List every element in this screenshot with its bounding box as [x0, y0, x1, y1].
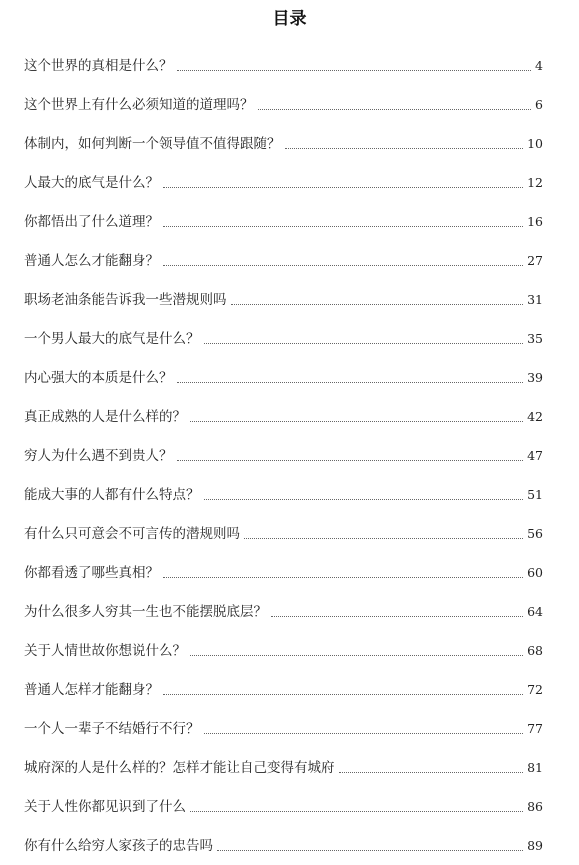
toc-entry-title: 内心强大的本质是什么？ [24, 370, 173, 386]
toc-entry[interactable] [24, 83, 543, 122]
page-title: 目录 [272, 9, 307, 29]
toc-entry-title: 这个世界上有什么必须知道的道理吗？ [24, 97, 254, 113]
toc-entry[interactable] [24, 746, 543, 785]
dot-leader [190, 421, 523, 422]
toc-entry[interactable] [24, 629, 543, 668]
toc-entry-page-number: 72 [527, 682, 543, 697]
toc-entry-page-number: 64 [527, 604, 543, 619]
toc-entry-page-number: 12 [527, 175, 543, 190]
toc-entry-page-number: 56 [527, 526, 543, 541]
toc-entry[interactable] [24, 590, 543, 629]
toc-entry-title: 普通人怎样才能翻身？ [24, 682, 159, 698]
toc-entry-page-number: 68 [527, 643, 543, 658]
toc-entry-title: 一个男人最大的底气是什么？ [24, 331, 200, 347]
toc-entry[interactable] [24, 200, 543, 239]
toc-entry-page-number: 4 [535, 58, 543, 73]
toc-entry-page-number: 31 [527, 292, 543, 307]
toc-entry[interactable] [24, 44, 543, 83]
toc-entry-page-number: 81 [527, 760, 543, 775]
toc-entry[interactable] [24, 473, 543, 512]
toc-entry[interactable] [24, 785, 543, 824]
toc-entry-title: 你都悟出了什么道理？ [24, 214, 159, 230]
toc-entry-title: 穷人为什么遇不到贵人？ [24, 448, 173, 464]
toc-entry[interactable] [24, 512, 543, 551]
toc-entry[interactable] [24, 824, 543, 863]
toc-entry-title: 有什么只可意会不可言传的潜规则吗 [24, 526, 240, 542]
dot-leader [285, 148, 524, 149]
toc-entry-title: 城府深的人是什么样的？怎样才能让自己变得有城府 [24, 760, 335, 776]
dot-leader [217, 850, 523, 851]
dot-leader [163, 577, 523, 578]
toc-entry-title: 这个世界的真相是什么？ [24, 58, 173, 74]
toc-entry-title: 人最大的底气是什么？ [24, 175, 159, 191]
toc-entry-page-number: 42 [527, 409, 543, 424]
toc-entry[interactable] [24, 122, 543, 161]
toc-entry-title: 为什么很多人穷其一生也不能摆脱底层？ [24, 604, 267, 620]
dot-leader [163, 187, 523, 188]
toc-entry[interactable] [24, 239, 543, 278]
dot-leader [163, 226, 523, 227]
toc-entry-title: 职场老油条能告诉我一些潜规则吗 [24, 292, 227, 308]
toc-entry-page-number: 89 [527, 838, 543, 853]
dot-leader [231, 304, 524, 305]
dot-leader [244, 538, 523, 539]
dot-leader [177, 70, 532, 71]
dot-leader [271, 616, 523, 617]
toc-entry-title: 关于人情世故你想说什么？ [24, 643, 186, 659]
toc-entry-page-number: 6 [535, 97, 543, 112]
dot-leader [163, 265, 523, 266]
toc-entry-page-number: 51 [527, 487, 543, 502]
toc-entry-title: 你都看透了哪些真相？ [24, 565, 159, 581]
toc-entry[interactable] [24, 161, 543, 200]
toc-entry-page-number: 39 [527, 370, 543, 385]
toc-entry-page-number: 77 [527, 721, 543, 736]
toc-entry[interactable] [24, 395, 543, 434]
dot-leader [204, 499, 524, 500]
toc-entry-title: 普通人怎么才能翻身？ [24, 253, 159, 269]
toc-entry-page-number: 60 [527, 565, 543, 580]
toc-entry-page-number: 10 [527, 136, 543, 151]
toc-entry-page-number: 16 [527, 214, 543, 229]
toc-entry-title: 能成大事的人都有什么特点？ [24, 487, 200, 503]
dot-leader [190, 811, 523, 812]
toc-entry-title: 真正成熟的人是什么样的？ [24, 409, 186, 425]
toc-entry-title: 一个人一辈子不结婚行不行？ [24, 721, 200, 737]
dot-leader [204, 733, 524, 734]
toc-entry-title: 你有什么给穷人家孩子的忠告吗 [24, 838, 213, 854]
toc-entry-title: 关于人性你都见识到了什么 [24, 799, 186, 815]
toc-entry[interactable] [24, 551, 543, 590]
toc-entry-page-number: 35 [527, 331, 543, 346]
toc-list [24, 44, 543, 863]
toc-entry-page-number: 27 [527, 253, 543, 268]
toc-entry[interactable] [24, 707, 543, 746]
dot-leader [177, 382, 524, 383]
toc-entry[interactable] [24, 668, 543, 707]
toc-entry-page-number: 47 [527, 448, 543, 463]
toc-entry-page-number: 86 [527, 799, 543, 814]
toc-entry[interactable] [24, 356, 543, 395]
toc-entry[interactable] [24, 278, 543, 317]
toc-entry[interactable] [24, 434, 543, 473]
dot-leader [339, 772, 524, 773]
dot-leader [190, 655, 523, 656]
toc-entry[interactable] [24, 317, 543, 356]
dot-leader [177, 460, 524, 461]
toc-entry-title: 体制内，如何判断一个领导值不值得跟随？ [24, 136, 281, 152]
dot-leader [163, 694, 523, 695]
dot-leader [204, 343, 524, 344]
dot-leader [258, 109, 532, 110]
